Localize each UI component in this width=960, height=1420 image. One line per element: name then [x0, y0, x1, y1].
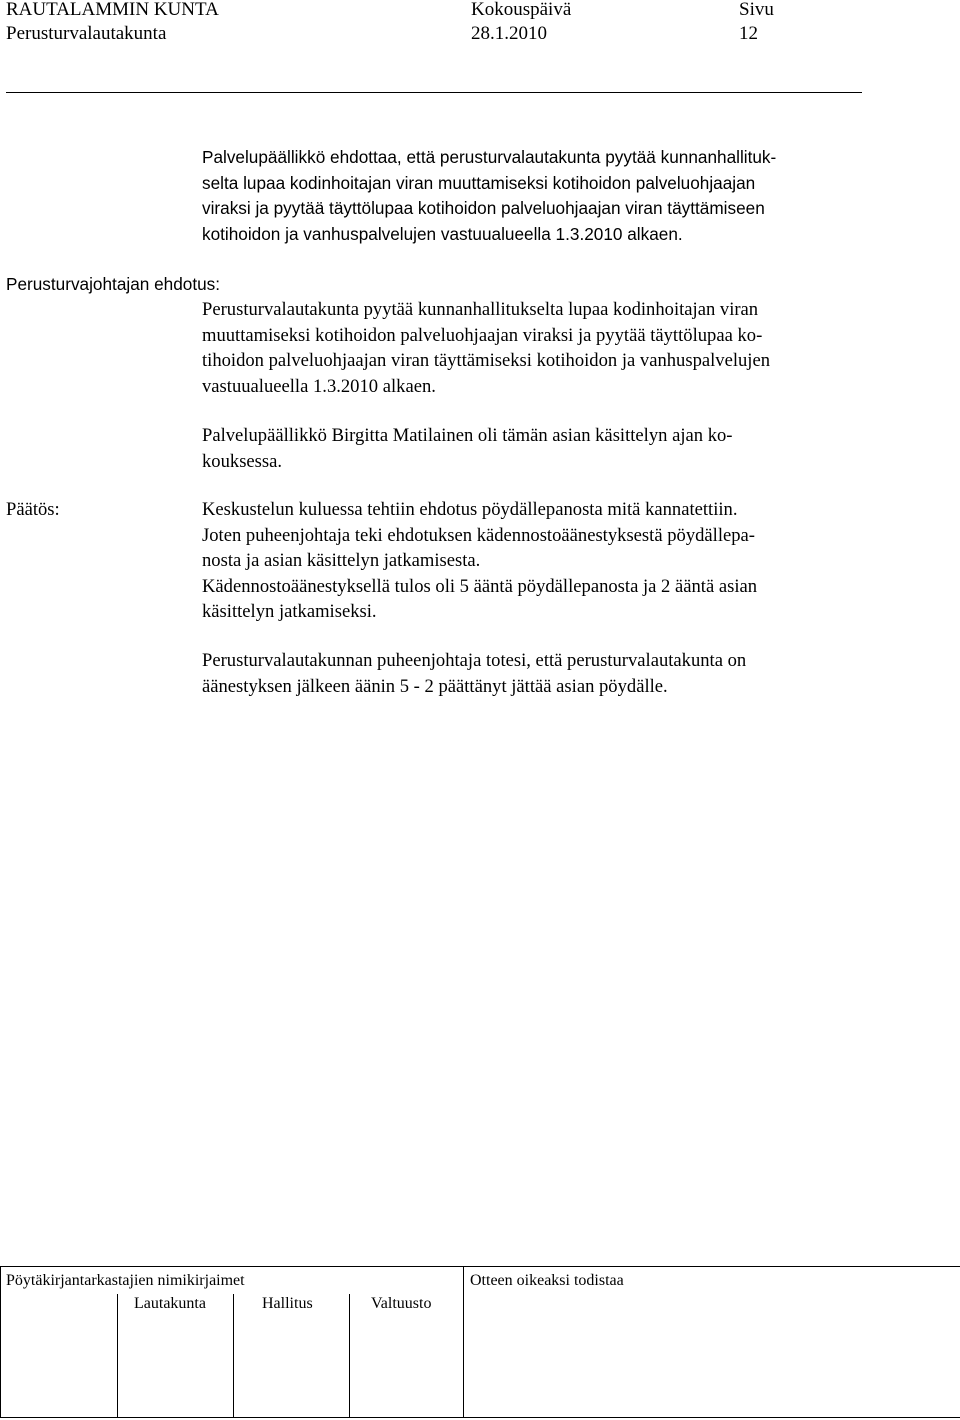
footer-left-rule — [0, 1266, 1, 1418]
footer-col-divider — [233, 1294, 234, 1418]
certified-label: Otteen oikeaksi todistaa — [470, 1272, 624, 1289]
footer-column-hallitus: Hallitus — [262, 1295, 313, 1312]
decision-line: nosta ja asian käsittelyn jatkamisesta. — [202, 550, 481, 571]
proposal-line: selta lupaa kodinhoitajan viran muuttamiseksi kotihoidon palveluohjaajan — [202, 172, 756, 193]
disqualification-note — [202, 423, 902, 474]
meeting-date: 28.1.2010 — [471, 23, 547, 44]
proposal-paragraph — [202, 145, 902, 247]
director-line: Perusturvalautakunta pyytää kunnanhallitukselta lupaa kodinhoitajan viran — [202, 299, 759, 320]
footer-column-lautakunta: Lautakunta — [134, 1295, 206, 1312]
director-line: tihoidon palveluohjaajan viran täyttämiseksi kotihoidon ja vanhuspalvelujen — [202, 350, 771, 371]
conclusion-line: Perusturvalautakunnan puheenjohtaja totesi, että perusturvalautakunta on — [202, 650, 747, 671]
disqualification-line: Palvelupäällikkö Birgitta Matilainen oli tämän asian käsittelyn ajan ko- — [202, 425, 733, 446]
header-rule — [6, 92, 862, 93]
signatures-label: Pöytäkirjantarkastajien nimikirjaimet — [6, 1272, 245, 1289]
director-line: muuttamiseksi kotihoidon palveluohjaajan viraksi ja pyytää täyttölupaa ko- — [202, 324, 763, 346]
disqualification-line: kouksessa. — [202, 450, 283, 472]
footer-column-valtuusto: Valtuusto — [371, 1295, 432, 1312]
decision-line: Kädennostoäänestyksellä tulos oli 5 ääntä pöydällepanosta ja 2 ääntä asian — [202, 575, 758, 597]
page-label: Sivu — [739, 0, 774, 20]
conclusion-line: äänestyksen jälkeen äänin 5 - 2 päättänyt jättää asian pöydälle. — [202, 675, 668, 697]
organization-name: RAUTALAMMIN KUNTA — [6, 0, 219, 20]
footer-col-divider — [463, 1266, 464, 1418]
footer-col-divider — [349, 1294, 350, 1418]
footer-col-divider — [117, 1294, 118, 1418]
page-number: 12 — [739, 23, 758, 44]
footer-top-rule — [0, 1266, 960, 1267]
decision-text — [202, 497, 902, 625]
proposal-line: Palvelupäällikkö ehdottaa, että perusturvalautakunta pyytää kunnanhallituk- — [202, 147, 777, 167]
decision-line: käsittelyn jatkamiseksi. — [202, 601, 377, 622]
proposal-line: kotihoidon ja vanhuspalvelujen vastuualueella 1.3.2010 alkaen. — [202, 223, 683, 244]
director-line: vastuualueella 1.3.2010 alkaen. — [202, 375, 436, 397]
meeting-date-label: Kokouspäivä — [471, 0, 572, 20]
body-name: Perusturvalautakunta — [6, 23, 167, 44]
decision-label: Päätös: — [6, 499, 60, 520]
decision-line: Keskustelun kuluessa tehtiin ehdotus pöydällepanosta mitä kannatettiin. — [202, 499, 738, 520]
director-proposal-text — [202, 297, 902, 399]
decision-line: Joten puheenjohtaja teki ehdotuksen kädennostoäänestyksestä pöydällepa- — [202, 524, 756, 546]
director-proposal-label: Perusturvajohtajan ehdotus: — [6, 274, 221, 294]
footer-bottom-rule — [0, 1417, 960, 1418]
conclusion-paragraph — [202, 648, 902, 699]
proposal-line: viraksi ja pyytää täyttölupaa kotihoidon palveluohjaajan viran täyttämiseen — [202, 198, 765, 218]
